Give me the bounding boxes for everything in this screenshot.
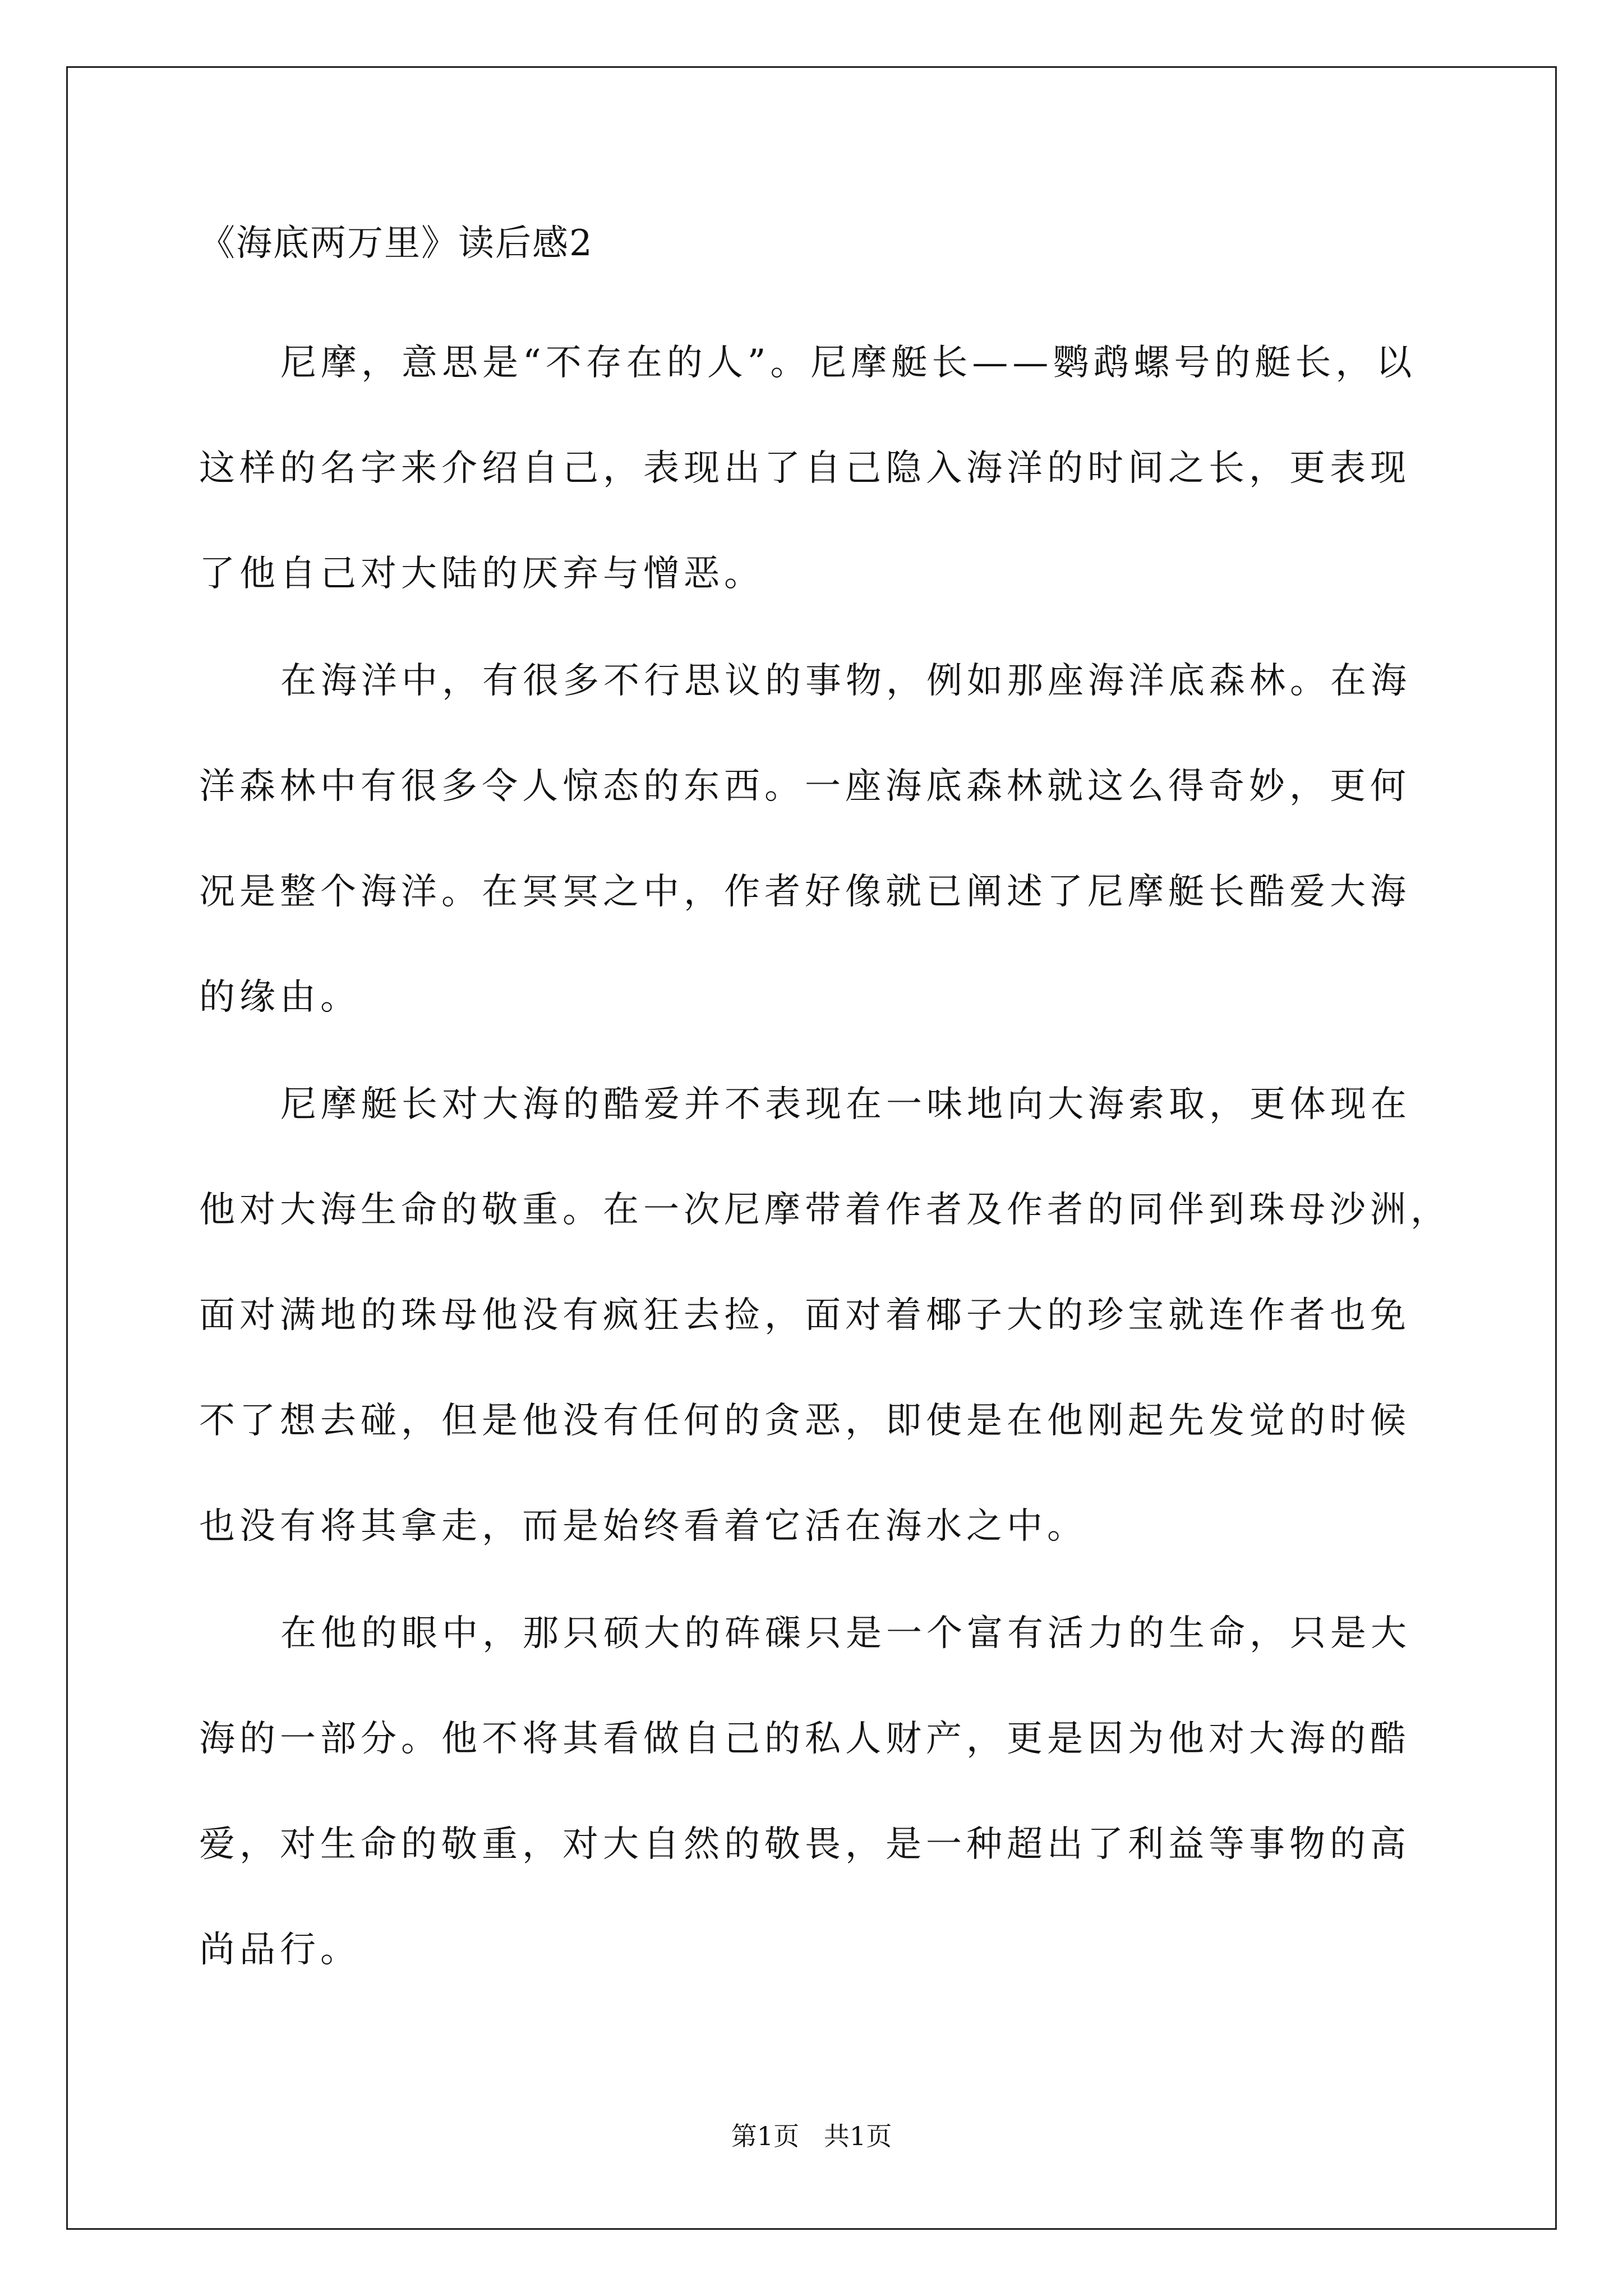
document-title: 《海底两万里》读后感2 [199,223,593,264]
paragraph-line: 洋森林中有很多令人惊态的东西。一座海底森林就这么得奇妙，更何 [199,766,1410,807]
paragraph-line: 不了想去碰，但是他没有任何的贪恶，即使是在他刚起先发觉的时候 [199,1400,1410,1442]
page-border [66,66,1557,2230]
paragraph-line: 尼摩，意思是“不存在的人”。尼摩艇长——鹦鹉螺号的艇长，以 [280,342,1417,384]
paragraph-line: 也没有将其拿走，而是始终看着它活在海水之中。 [199,1506,1087,1547]
paragraph-line: 爱，对生命的敬重，对大自然的敬畏，是一种超出了利益等事物的高 [199,1824,1410,1865]
paragraph-line: 在海洋中，有很多不行思议的事物，例如那座海洋底森林。在海 [280,660,1411,702]
paragraph-line: 海的一部分。他不将其看做自己的私人财产，更是因为他对大海的酷 [199,1718,1410,1760]
paragraph-line: 面对满地的珠母他没有疯狂去捡，面对着椰子大的珍宝就连作者也免 [199,1295,1410,1336]
paragraph-line: 况是整个海洋。在冥冥之中，作者好像就已阐述了尼摩艇长酷爱大海 [199,871,1410,913]
paragraph-line: 了他自己对大陆的厌弃与憎恶。 [199,553,764,595]
paragraph-line: 尚品行。 [199,1929,361,1971]
paragraph-line: 在他的眼中，那只硕大的砗磲只是一个富有活力的生命，只是大 [280,1613,1411,1654]
paragraph-line: 尼摩艇长对大海的酷爱并不表现在一味地向大海索取，更体现在 [280,1084,1411,1125]
paragraph-line: 的缘由。 [199,977,361,1018]
paragraph-line: 这样的名字来介绍自己，表现出了自己隐入海洋的时间之长，更表现 [199,448,1410,489]
page-number-footer: 第1页 共1页 [731,2121,892,2151]
paragraph-line: 他对大海生命的敬重。在一次尼摩带着作者及作者的同伴到珠母沙洲， [199,1189,1451,1231]
